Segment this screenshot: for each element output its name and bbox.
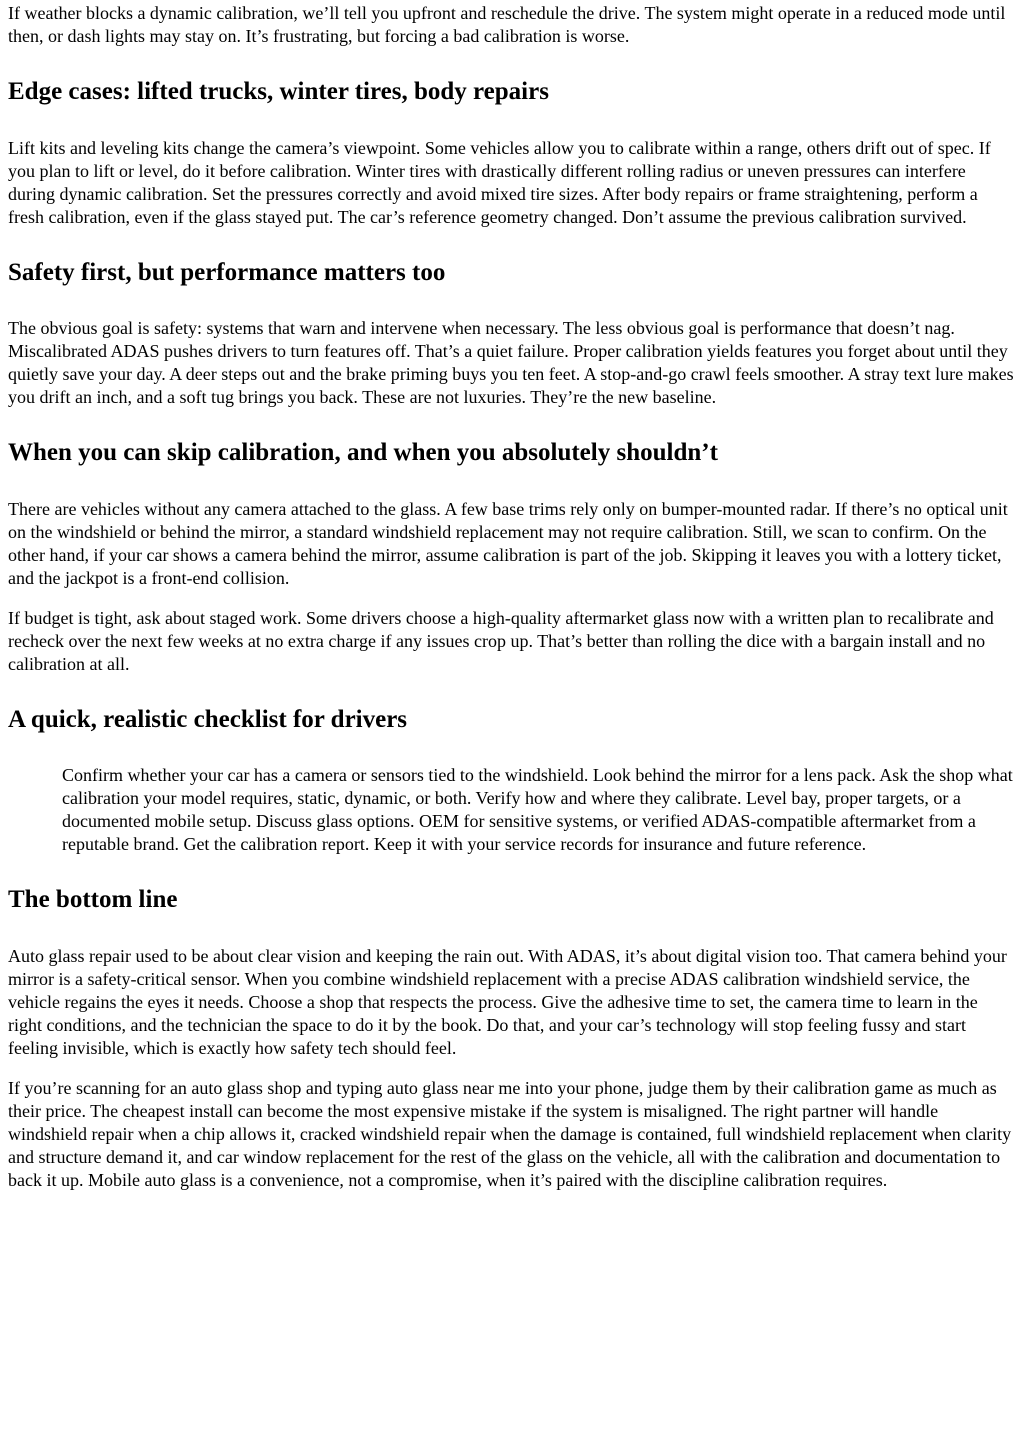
section-heading-safety-first: Safety first, but performance matters too [8, 258, 446, 286]
paragraph-skip-calibration-2: If budget is tight, ask about staged work. Some drivers choose a high-quality aftermarket glass now with a written plan to recalibrate and recheck over the next few weeks at no extra charge if any issues crop up. That’s better than rolling the dice with a bargain install and no calibration at all. [8, 607, 994, 674]
section-heading-edge-cases: Edge cases: lifted trucks, winter tires, body repairs [8, 78, 549, 105]
article-content [8, 2, 1014, 1192]
section-heading-skip-calibration: When you can skip calibration, and when you absolutely shouldn’t [8, 439, 718, 466]
paragraph-bottom-line-2: If you’re scanning for an auto glass shop and typing auto glass near me into your phone, judge them by their calibration game as much as their price. The cheapest install can become the most expensive mistake if the system is misaligned. The right partner will handle windshield repair when a chip allows it, cracked windshield repair when the damage is contained, full windshield replacement when clarity and structure demand it, and car window replacement for the rest of the glass on the vehicle, all with the calibration and documentation to back it up. Mobile auto glass is a convenience, not a compromise, when it’s paired with the discipline calibration requires. [8, 1077, 1012, 1190]
paragraph-bottom-line-1: Auto glass repair used to be about clear vision and keeping the rain out. With ADAS, it’s about digital vision too. That camera behind your mirror is a safety-critical sensor. When you combine windshield replacement with a precise ADAS calibration windshield service, the vehicle regains the eyes it needs. Choose a shop that respects the process. Give the adhesive time to set, the camera time to learn in the right conditions, and the technician the space to do it by the book. Do that, and your car’s technology will stop feeling fussy and start feeling invisible, which is exactly how safety tech should feel. [8, 945, 1007, 1058]
paragraph-skip-calibration-1: There are vehicles without any camera attached to the glass. A few base trims rely only on bumper-mounted radar. If there’s no optical unit on the windshield or behind the mirror, a standard windshield replacement may not require calibration. Still, we scan to confirm. On the other hand, if your car shows a camera behind the mirror, assume calibration is part of the job. Skipping it leaves you with a lottery ticket, and the jackpot is a front-end collision. [8, 498, 1008, 588]
section-heading-bottom-line: The bottom line [8, 886, 178, 913]
checklist-paragraph: Confirm whether your car has a camera or sensors tied to the windshield. Look behind the mirror for a lens pack. Ask the shop what calibration your model requires, static, dynamic, or both. Verify how and where they calibrate. Level bay, proper targets, or a documented mobile setup. Discuss glass options. OEM for sensitive systems, or verified ADAS-compatible aftermarket from a reputable brand. Get the calibration report. Keep it with your service records for insurance and future reference. [62, 765, 1013, 854]
paragraph-safety-first: The obvious goal is safety: systems that warn and intervene when necessary. The less obvious goal is performance that doesn’t nag. Miscalibrated ADAS pushes drivers to turn features off. That’s a quiet failure. Proper calibration yields features you forget about until they quietly save your day. A deer steps out and the brake priming buys you ten feet. A stop-and-go crawl feels smoother. A stray text lure makes you drift an inch, and a soft tug brings you back. These are not luxuries. They’re the new baseline. [8, 318, 1014, 407]
intro-paragraph: If weather blocks a dynamic calibration, we’ll tell you upfront and reschedule the drive. The system might operate in a reduced mode until then, or dash lights may stay on. It’s frustrating, but forcing a bad calibration is worse. [8, 3, 1006, 46]
section-heading-checklist: A quick, realistic checklist for drivers [8, 705, 408, 733]
paragraph-edge-cases: Lift kits and leveling kits change the camera’s viewpoint. Some vehicles allow you to calibrate within a range, others drift out of spec. If you plan to lift or level, do it before calibration. Winter tires with drastically different rolling radius or uneven pressures can interfere during dynamic calibration. Set the pressures correctly and avoid mixed tire sizes. After body repairs or frame straightening, perform a fresh calibration, even if the glass stayed put. The car’s reference geometry changed. Don’t assume the previous calibration survived. [8, 137, 991, 227]
